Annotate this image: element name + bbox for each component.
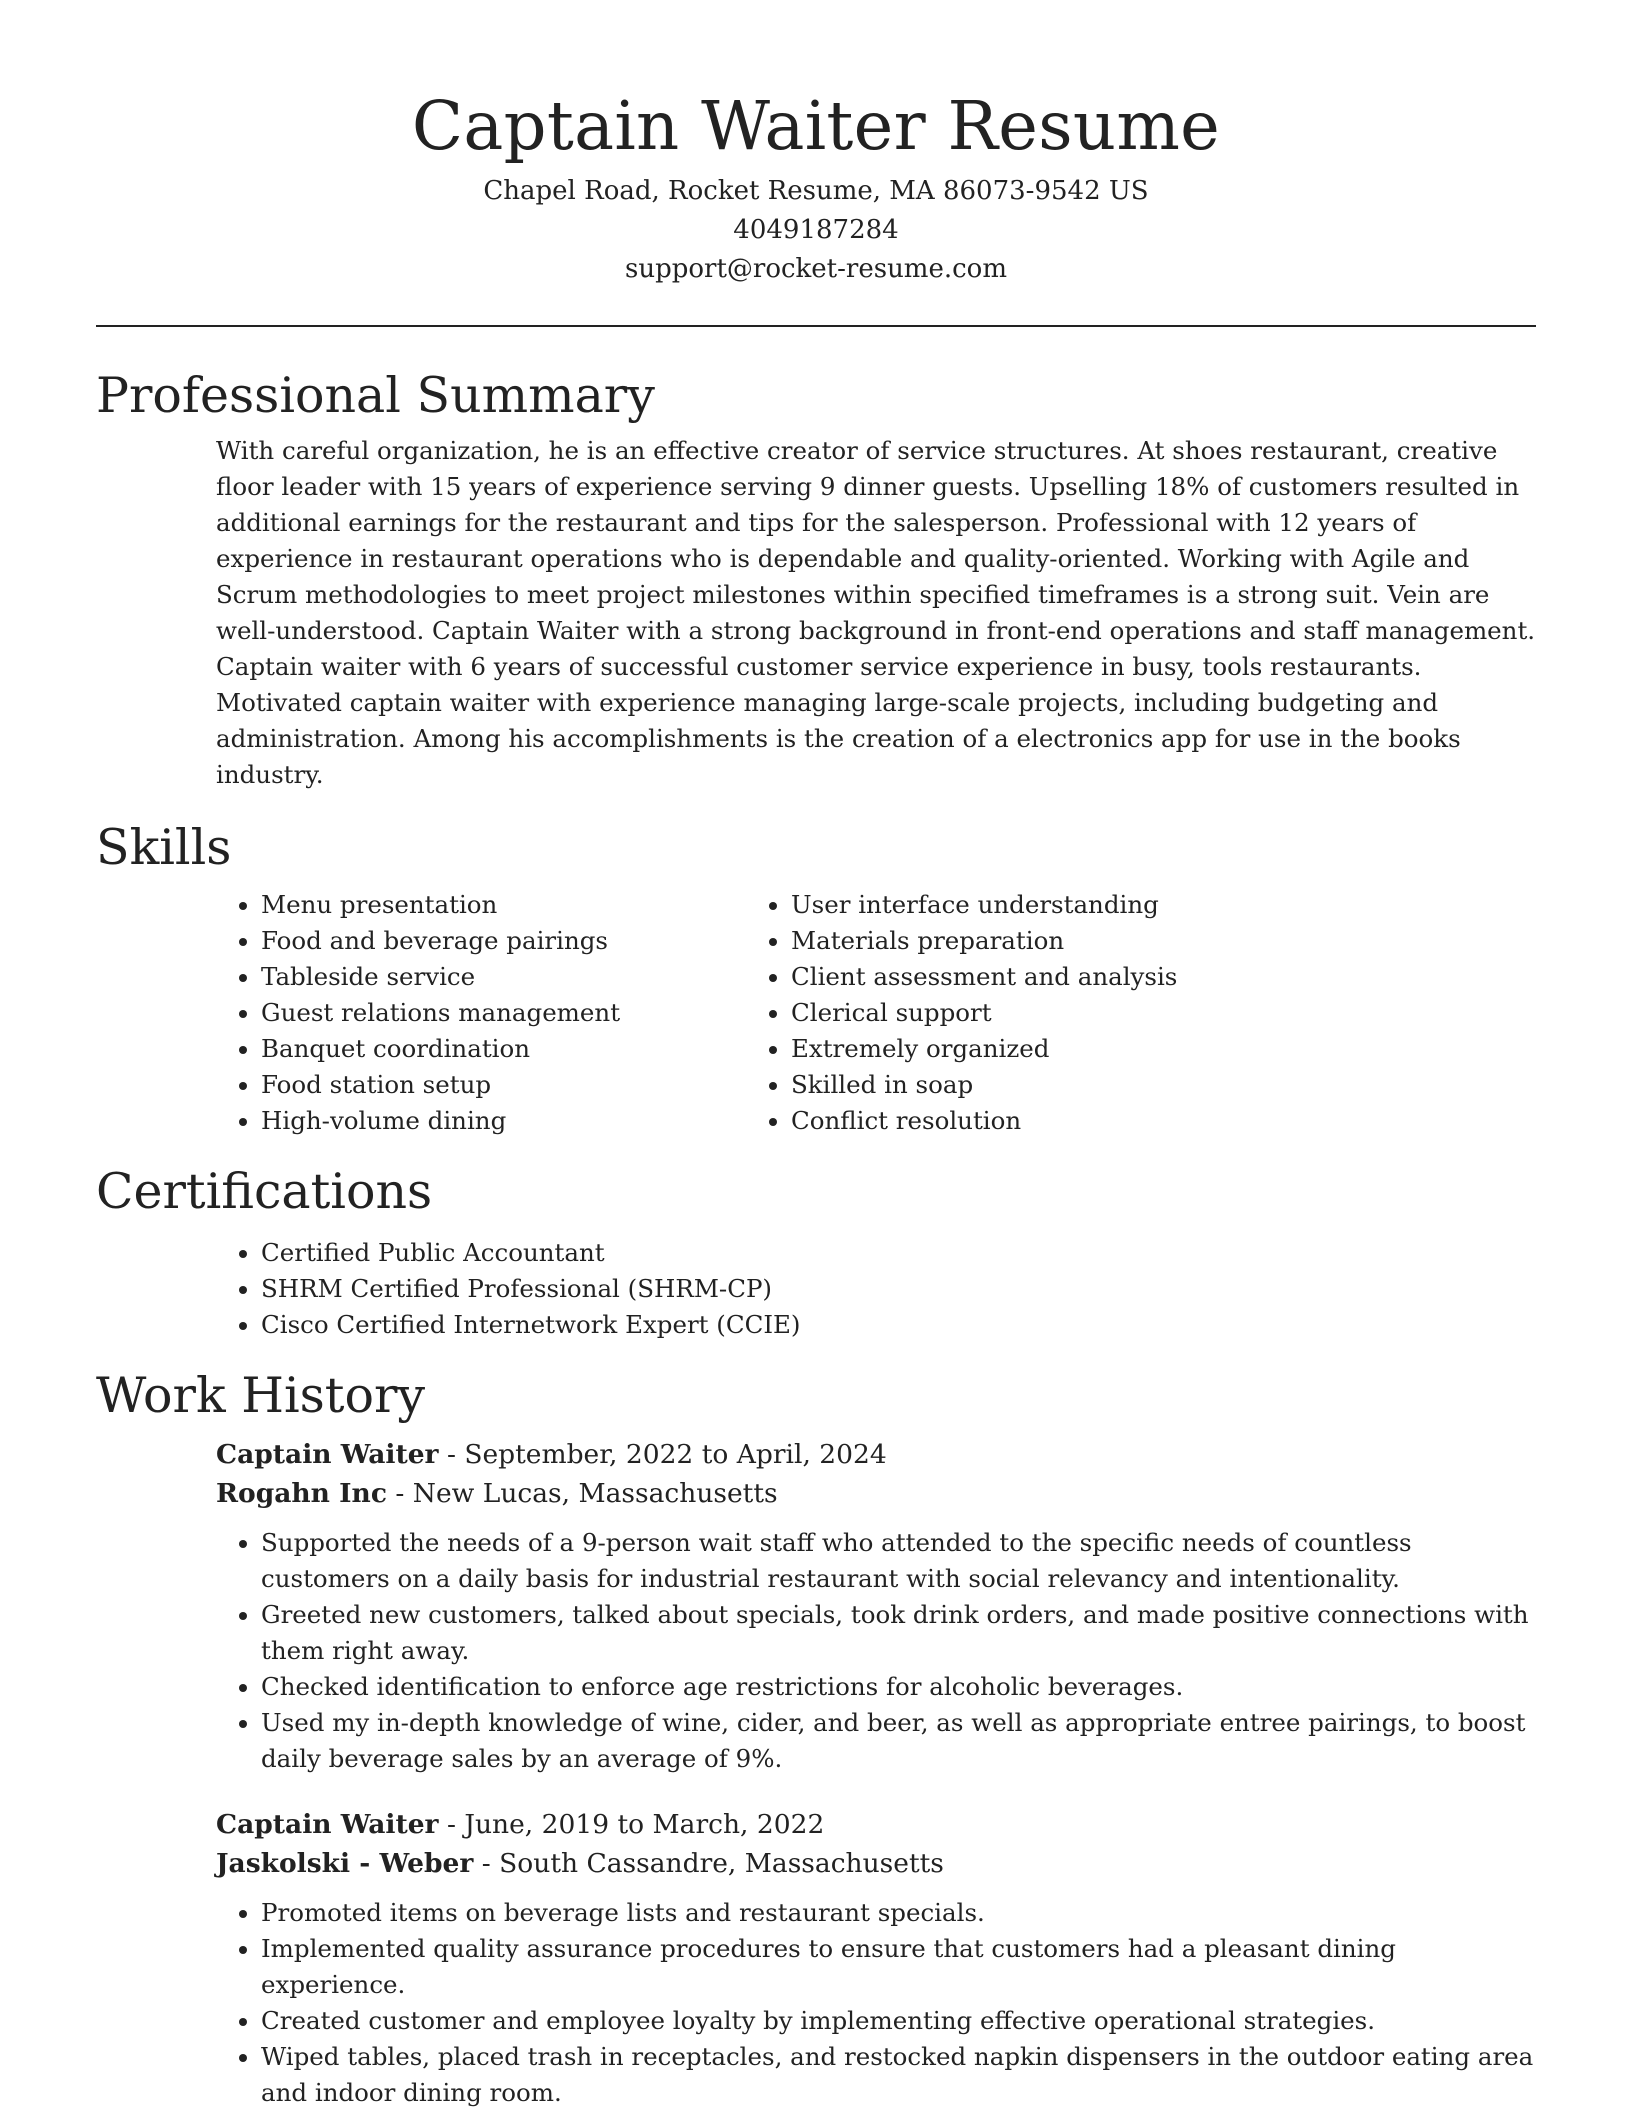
job-bullet: • Greeted new customers, talked about specials, took drink orders, and made positive connections with them right away. <box>261 1597 1536 1669</box>
section-title-certifications: Certifications <box>96 1163 433 1220</box>
job-company-line <box>216 1844 1536 1883</box>
job-bullet: • Supported the needs of a 9-person wait staff who attended to the specific needs of countless customers on a daily basis for industrial restaurant with social relevancy and intentionality. <box>261 1525 1536 1597</box>
job-role: Captain Waiter <box>216 1809 439 1840</box>
skill-item: • Extremely organized <box>791 1031 1396 1067</box>
skill-item: • Conflict resolution <box>791 1103 1396 1139</box>
resume-header <box>96 0 1536 289</box>
job-location: - New Lucas, Massachusetts <box>386 1478 778 1509</box>
section-title-work-history: Work History <box>96 1367 426 1424</box>
skill-item: • Guest relations management <box>261 995 746 1031</box>
certifications-list <box>96 1235 1536 1343</box>
work-history-section <box>96 1365 1536 2111</box>
address: Chapel Road, Rocket Resume, MA 86073-9542 US <box>483 176 1149 206</box>
job-location: - South Cassandre, Massachusetts <box>473 1848 944 1879</box>
resume-page <box>96 0 1536 2111</box>
summary-text: With careful organization, he is an effective creator of service structures. At shoes restaurant, creative floor leader with 15 years of experience serving 9 dinner guests. Upselling 18% of customers resulted in additional earnings for the restaurant and tips for the salesperson. Professional with 12 years of experience in restaurant operations who is dependable and quality-oriented. Working with Agile and Scrum methodologies to meet project milestones within specified timeframes is a strong suit. Vein are well-understood. Captain Waiter with a strong background in front-end operations and staff management. Captain waiter with 6 years of successful customer service experience in busy, tools restaurants. Motivated captain waiter with experience managing large-scale projects, including budgeting and administration. Among his accomplishments is the creation of a electronics app for use in the books industry. <box>216 436 1536 789</box>
job-bullet: • Created customer and employee loyalty by implementing effective operational strategies. <box>261 2003 1536 2039</box>
skill-item: • Clerical support <box>791 995 1396 1031</box>
job-company: Jaskolski - Weber <box>216 1848 474 1879</box>
skill-item: • Food station setup <box>261 1067 746 1103</box>
job-bullets <box>216 1525 1536 1777</box>
skill-item: • Banquet coordination <box>261 1031 746 1067</box>
contact-block <box>96 172 1536 289</box>
skill-item: • Tableside service <box>261 959 746 995</box>
job-bullet: • Wiped tables, placed trash in receptacles, and restocked napkin dispensers in the outdoor eating area and indoor dining room. <box>261 2039 1536 2111</box>
job-bullet: • Used my in-depth knowledge of wine, cider, and beer, as well as appropriate entree pairings, to boost daily beverage sales by an average of 9%. <box>261 1705 1536 1777</box>
job-bullet: • Promoted items on beverage lists and restaurant specials. <box>261 1895 1536 1931</box>
job-company-line <box>216 1474 1536 1513</box>
phone: 4049187284 <box>733 215 899 245</box>
job-bullets <box>216 1895 1536 2111</box>
header-divider <box>96 325 1536 327</box>
job-dates: - June, 2019 to March, 2022 <box>438 1809 825 1840</box>
job-entry <box>216 1435 1536 1777</box>
job-company: Rogahn Inc <box>216 1478 387 1509</box>
certifications-section <box>96 1161 1536 1343</box>
job-bullet: • Checked identification to enforce age restrictions for alcoholic beverages. <box>261 1669 1536 1705</box>
skills-columns <box>96 887 1536 1139</box>
professional-summary-section <box>96 365 1536 793</box>
job-bullet: • Implemented quality assurance procedures to ensure that customers had a pleasant dining experience. <box>261 1931 1536 2003</box>
certification-item: • Cisco Certified Internetwork Expert (CCIE) <box>261 1307 1536 1343</box>
skill-item: • Client assessment and analysis <box>791 959 1396 995</box>
job-dates: - September, 2022 to April, 2024 <box>438 1439 887 1470</box>
skill-item: • Menu presentation <box>261 887 746 923</box>
email: support@rocket-resume.com <box>624 254 1007 284</box>
job-title-line <box>216 1805 1536 1844</box>
skill-item: • User interface understanding <box>791 887 1396 923</box>
job-title-line <box>216 1435 1536 1474</box>
job-entry <box>216 1805 1536 2111</box>
skill-item: • Food and beverage pairings <box>261 923 746 959</box>
skill-item: • Skilled in soap <box>791 1067 1396 1103</box>
skills-section <box>96 817 1536 1139</box>
skill-item: • Materials preparation <box>791 923 1396 959</box>
skills-right-list <box>746 887 1396 1139</box>
section-title-skills: Skills <box>96 819 232 876</box>
skill-item: • High-volume dining <box>261 1103 746 1139</box>
certification-item: • SHRM Certified Professional (SHRM-CP) <box>261 1271 1536 1307</box>
resume-title: Captain Waiter Resume <box>411 87 1221 165</box>
certification-item: • Certified Public Accountant <box>261 1235 1536 1271</box>
job-role: Captain Waiter <box>216 1439 439 1470</box>
skills-left-list <box>96 887 746 1139</box>
section-title-summary: Professional Summary <box>96 367 655 424</box>
